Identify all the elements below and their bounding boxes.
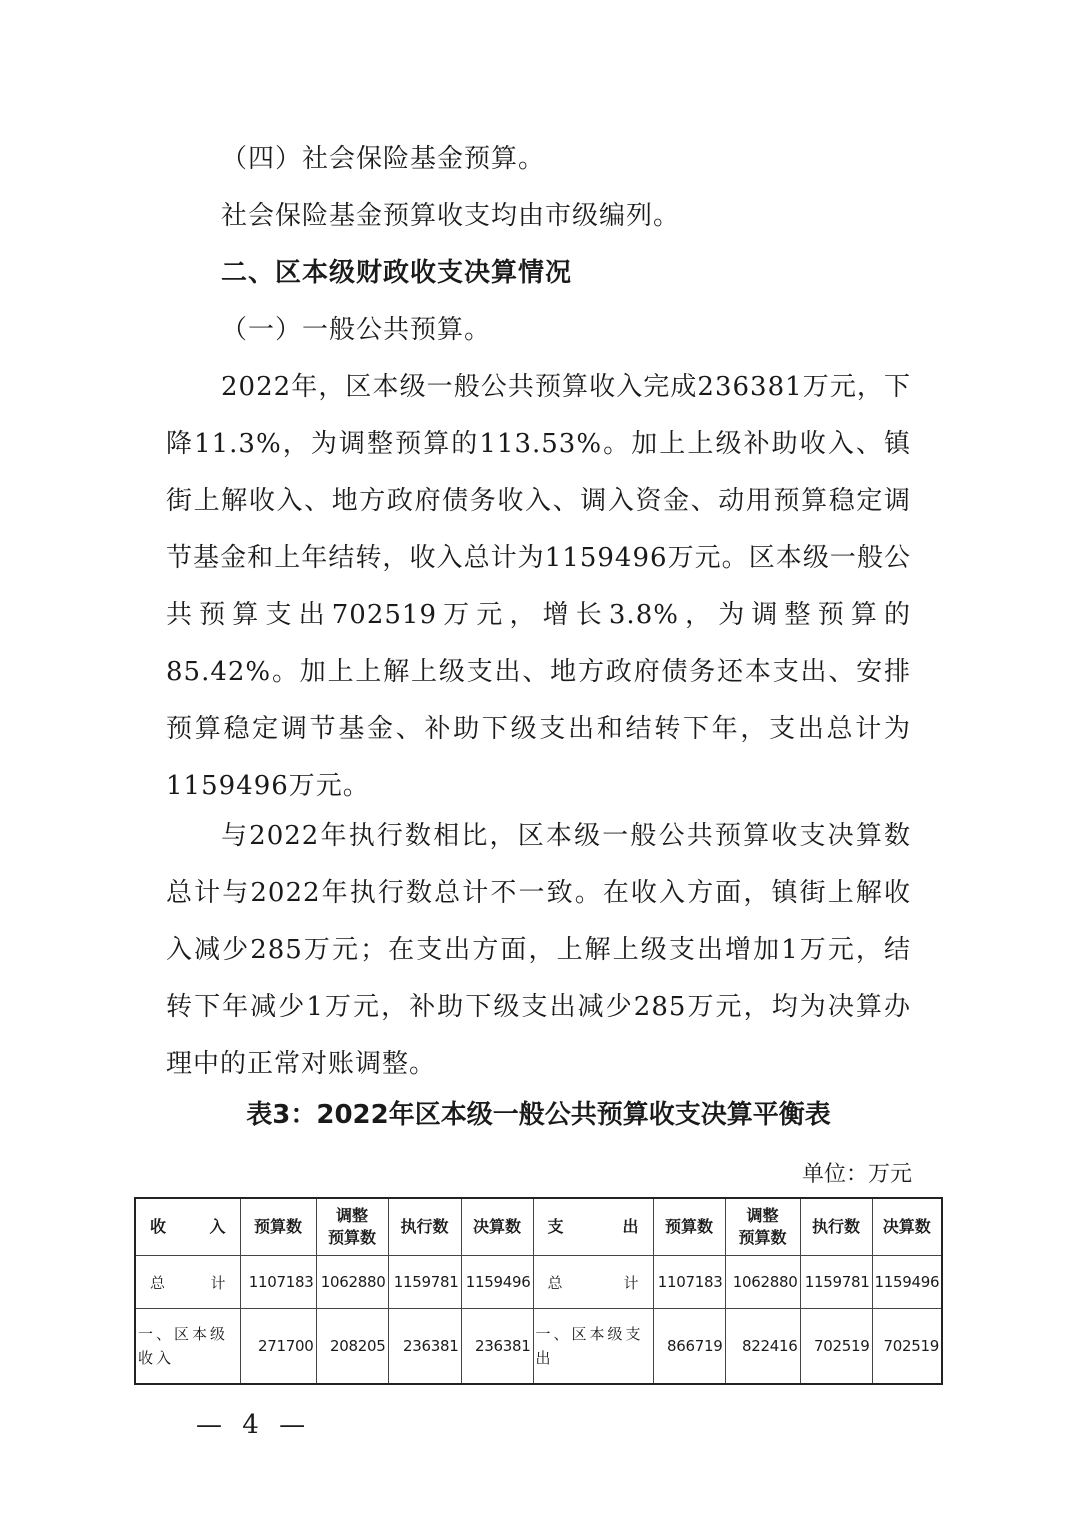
header-expense: 支 出	[533, 1198, 653, 1256]
expense-total-budget: 1107183	[653, 1256, 725, 1309]
header-income-final: 决算数	[461, 1198, 533, 1256]
table-title: 表3：2022年区本级一般公共预算收支决算平衡表	[246, 1100, 831, 1130]
header-expense-budget: 预算数	[653, 1198, 725, 1256]
expense-total-final: 1159496	[872, 1256, 942, 1309]
income-total-label: 总 计	[135, 1256, 240, 1309]
paragraph-social-insurance: 社会保险基金预算收支均由市级编列。	[221, 201, 681, 231]
income-district-execution: 236381	[388, 1309, 461, 1385]
header-income-adjusted: 调整 预算数	[316, 1198, 388, 1256]
expense-district-budget: 866719	[653, 1309, 725, 1385]
income-total-adjusted: 1062880	[316, 1256, 388, 1309]
expense-total-adjusted: 1062880	[725, 1256, 800, 1309]
expense-total-execution: 1159781	[800, 1256, 872, 1309]
income-district-label: 一、区本级收入	[135, 1309, 240, 1385]
expense-district-adjusted: 822416	[725, 1309, 800, 1385]
expense-district-execution: 702519	[800, 1309, 872, 1385]
paragraph-execution-comparison: 与2022年执行数相比，区本级一般公共预算收支决算数总计与2022年执行数总计不一致。在收入方面，镇街上解收入减少285万元；在支出方面，上解上级支出增加1万元，结转下年减少1万元，补助下级支出减少285万元，均为决算办理中的正常对账调整。	[166, 821, 911, 1079]
header-expense-execution: 执行数	[800, 1198, 872, 1256]
section-heading-district-final-accounts: 二、区本级财政收支决算情况	[221, 258, 573, 288]
header-expense-adjusted: 调整 预算数	[725, 1198, 800, 1256]
table-header-row	[135, 1198, 942, 1256]
income-total-budget: 1107183	[240, 1256, 316, 1309]
income-district-budget: 271700	[240, 1309, 316, 1385]
income-total-final: 1159496	[461, 1256, 533, 1309]
budget-balance-table	[134, 1197, 943, 1385]
income-total-execution: 1159781	[388, 1256, 461, 1309]
income-district-adjusted: 208205	[316, 1309, 388, 1385]
subsection-heading-general-budget: （一）一般公共预算。	[221, 315, 492, 345]
header-income: 收 入	[135, 1198, 240, 1256]
paragraph-general-budget-summary: 2022年，区本级一般公共预算收入完成236381万元，下降11.3%，为调整预算的113.53%。加上上级补助收入、镇街上解收入、地方政府债务收入、调入资金、动用预算稳定调节基金和上年结转，收入总计为1159496万元。区本级一般公共预算支出702519万元，增长3.8%，为调整预算的85.42%。加上上解上级支出、地方政府债务还本支出、安排预算稳定调节基金、补助下级支出和结转下年，支出总计为1159496万元。	[166, 372, 911, 801]
expense-total-label: 总 计	[533, 1256, 653, 1309]
page-number: — 4 —	[196, 1410, 312, 1440]
header-income-budget: 预算数	[240, 1198, 316, 1256]
income-district-final: 236381	[461, 1309, 533, 1385]
expense-district-label: 一、区本级支出	[533, 1309, 653, 1385]
table-row-total	[135, 1256, 942, 1309]
section-heading-social-insurance: （四）社会保险基金预算。	[221, 144, 546, 174]
table-unit: 单位：万元	[801, 1162, 912, 1187]
header-income-execution: 执行数	[388, 1198, 461, 1256]
expense-district-final: 702519	[872, 1309, 942, 1385]
header-expense-final: 决算数	[872, 1198, 942, 1256]
table-row-district-level	[135, 1309, 942, 1385]
